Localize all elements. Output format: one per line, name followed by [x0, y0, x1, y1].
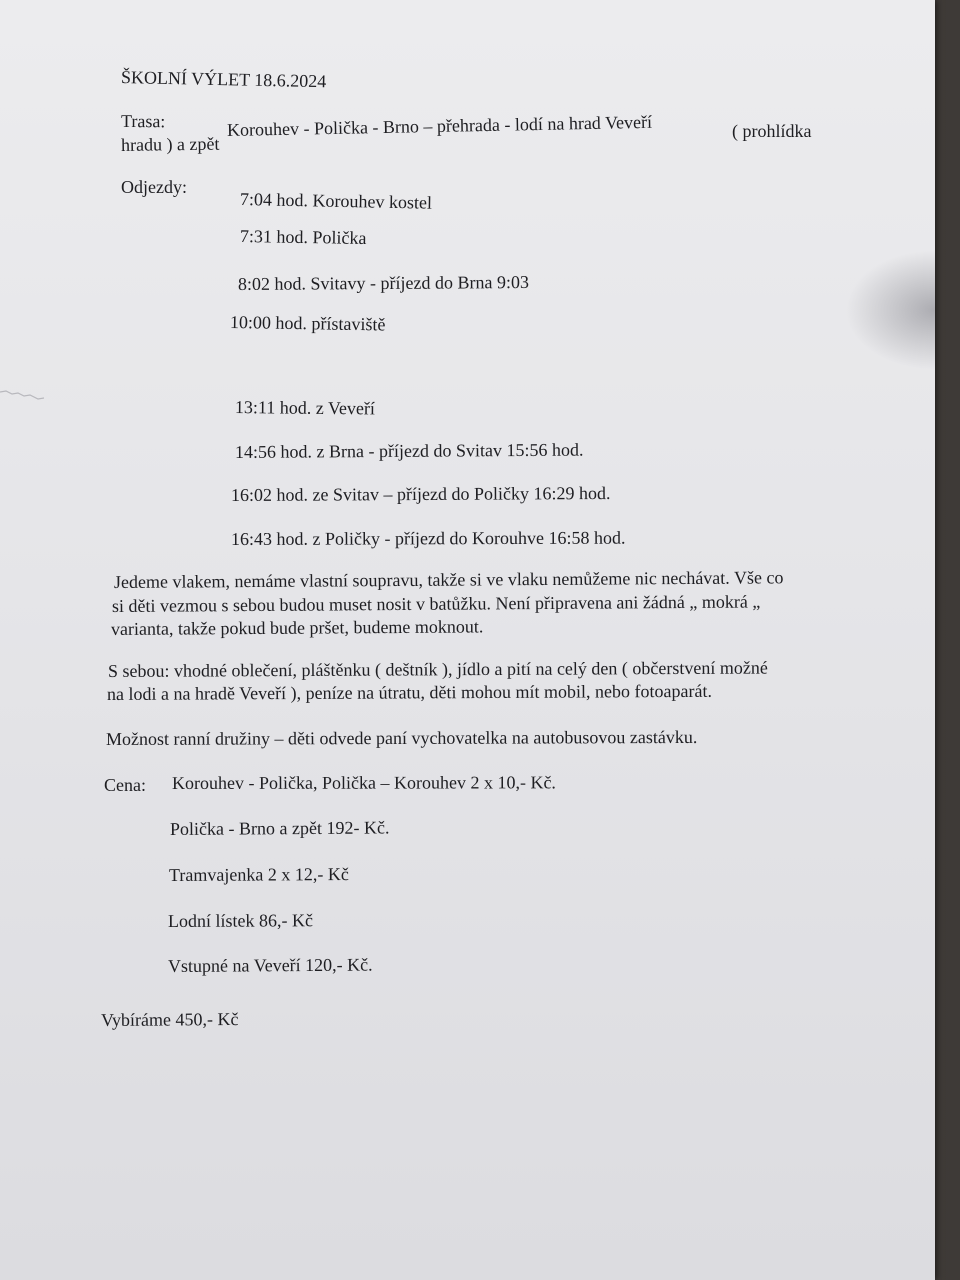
price-item: Polička - Brno a zpět 192- Kč. — [169, 817, 390, 839]
departure-item: 10:00 hod. přístaviště — [229, 312, 386, 335]
document-title: ŠKOLNÍ VÝLET 18.6.2024 — [120, 67, 327, 92]
departure-item: 16:43 hod. z Poličky - příjezd do Korouhve 16:58 hod. — [230, 527, 626, 549]
route-label: Trasa: — [120, 111, 166, 132]
price-item: Tramvajenka 2 x 12,- Kč — [168, 864, 349, 885]
route-line-1: Korouhev - Polička - Brno – přehrada - lodí na hrad Veveří — [226, 111, 653, 140]
departure-item: 8:02 hod. Svitavy - příjezd do Brna 9:03 — [237, 271, 530, 294]
train-note-line: varianta, takže pokud bude pršet, budeme moknout. — [110, 616, 484, 639]
departure-item: 7:31 hod. Polička — [239, 226, 367, 248]
departure-item: 16:02 hod. ze Svitav – příjezd do Poličky 16:29 hod. — [230, 483, 611, 505]
train-note-line: si děti vezmou s sebou budou muset nosit v batůžku. Není připravena ani žádná „ mokrá „ — [111, 591, 761, 616]
morning-care-note: Možnost ranní družiny – děti odvede paní vychovatelka na autobusovou zastávku. — [105, 726, 698, 749]
route-line-2: hradu ) a zpět — [120, 133, 220, 155]
train-note-line: Jedeme vlakem, nemáme vlastní soupravu, takže si ve vlaku nemůžeme nic nechávat. Vše co — [113, 567, 784, 592]
paper-tear-mark — [0, 384, 44, 406]
edge-shadow — [845, 250, 935, 370]
price-item: Vstupné na Veveří 120,- Kč. — [167, 954, 373, 976]
price-label: Cena: — [104, 775, 146, 795]
price-item: Lodní lístek 86,- Kč — [167, 910, 314, 931]
departure-item: 14:56 hod. z Brna - příjezd do Svitav 15:56 hod. — [234, 439, 584, 462]
collect-amount: Vybíráme 450,- Kč — [100, 1009, 239, 1030]
departure-item: 7:04 hod. Korouhev kostel — [239, 189, 433, 213]
route-line-1-end: ( prohlídka — [732, 121, 812, 141]
departure-item: 13:11 hod. z Veveří — [234, 397, 376, 419]
bring-note-line: S sebou: vhodné oblečení, pláštěnku ( deštník ), jídlo a pití na celý den ( občerstvení možné — [107, 657, 768, 681]
bring-note-line: na lodi a na hradě Veveří ), peníze na útratu, děti mohou mít mobil, nebo fotoaparát. — [106, 680, 713, 704]
departures-label: Odjezdy: — [121, 177, 187, 197]
price-item: Korouhev - Polička, Polička – Korouhev 2 x 10,- Kč. — [171, 772, 556, 793]
